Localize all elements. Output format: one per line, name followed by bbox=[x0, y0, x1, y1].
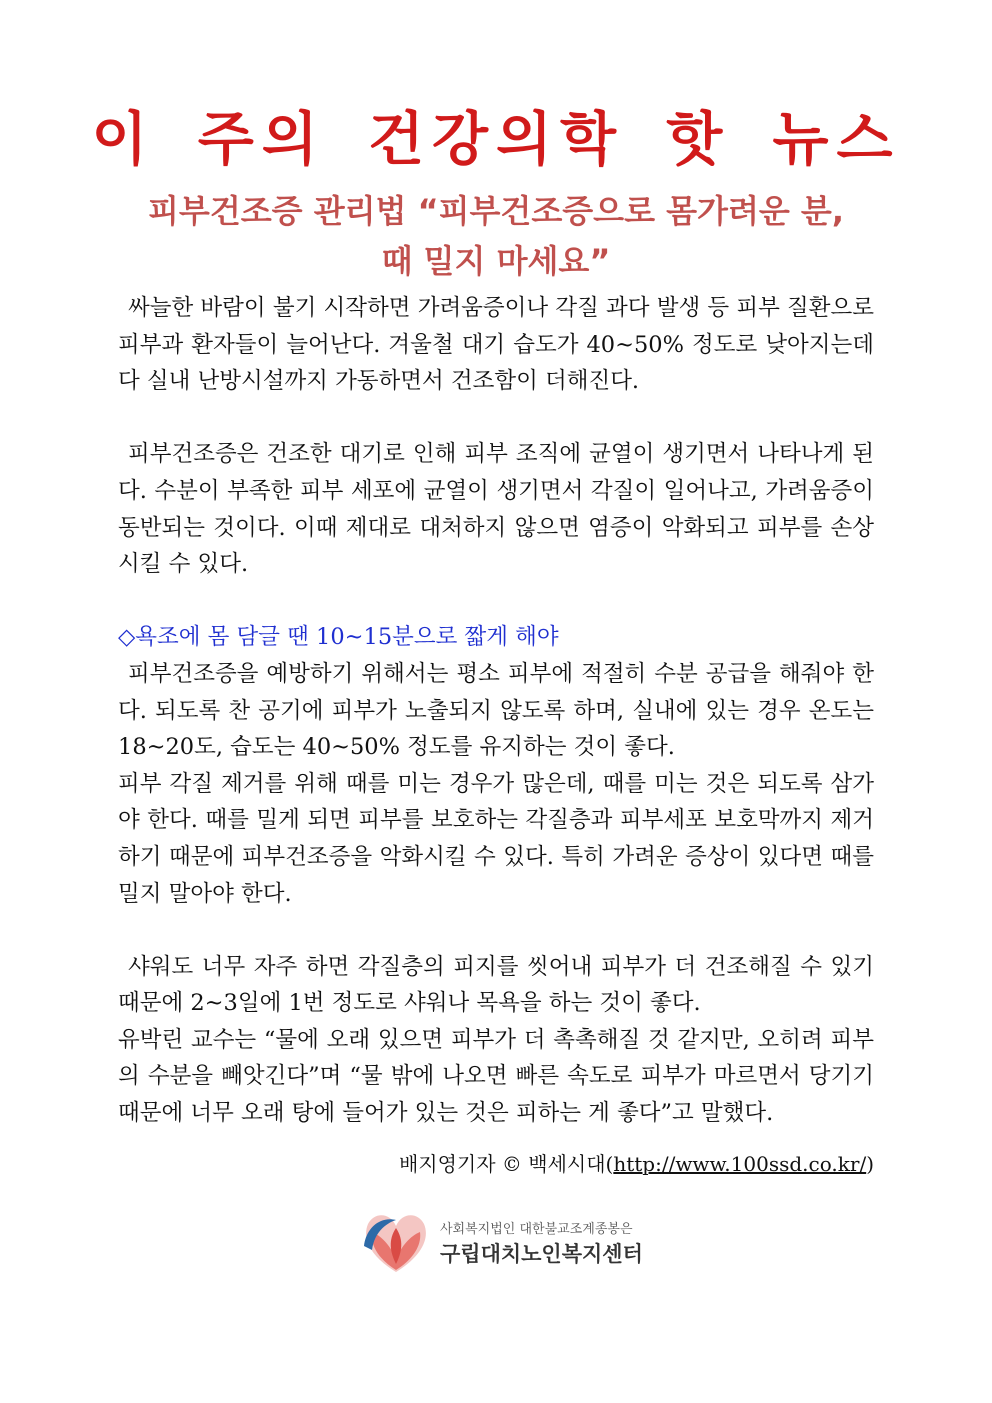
byline-text: 배지영기자 © 백세시대( bbox=[398, 1152, 614, 1176]
byline-close: ) bbox=[866, 1152, 874, 1176]
paragraph-shower: 샤워도 너무 자주 하면 각질층의 피지를 씻어내 피부가 더 건조해질 수 있기 때문에 2~3일에 1번 정도로 샤워나 목욕을 하는 것이 좋다. bbox=[118, 953, 874, 1017]
article-body bbox=[118, 290, 874, 1132]
paragraph-exfoliation: 피부 각질 제거를 위해 때를 미는 경우가 많은데, 때를 미는 것은 되도록 삼가야 한다. 때를 밀게 되면 피부를 보호하는 각질층과 피부세포 보호막까지 제거하기 때문에 피부건조증을 악화시킬 수 있다. 특히 가려운 증상이 있다면 때를 밀지 말아야 한다. bbox=[118, 770, 874, 907]
page-title: 이 주의 건강의학 핫 뉴스 bbox=[91, 105, 901, 173]
section-heading: ◇욕조에 몸 담글 땐 10~15분으로 짧게 해야 bbox=[118, 624, 559, 651]
paragraph-prevention: 피부건조증을 예방하기 위해서는 평소 피부에 적절히 수분 공급을 해줘야 한다. 되도록 찬 공기에 피부가 노출되지 않도록 하며, 실내에 있는 경우 온도는 18~20도, 습도는 40~50% 정도를 유지하는 것이 좋다. bbox=[118, 660, 874, 761]
logo-subtitle: 사회복지법인 대한불교조계종봉은 bbox=[440, 1222, 633, 1237]
paragraph-cause: 피부건조증은 건조한 대기로 인해 피부 조직에 균열이 생기면서 나타나게 된다. 수분이 부족한 피부 세포에 균열이 생기면서 각질이 일어나고, 가려움증이 동반되는 것이다. 이때 제대로 대처하지 않으면 염증이 악화되고 피부를 손상시킬 수 있다. bbox=[118, 441, 874, 578]
source-link[interactable]: http://www.100ssd.co.kr/ bbox=[613, 1152, 867, 1176]
headline-line-1: 피부건조증 관리법 “피부건조증으로 몸가려운 분, bbox=[148, 192, 844, 230]
lotus-heart-icon bbox=[360, 1206, 432, 1276]
article-headline bbox=[0, 186, 992, 286]
byline bbox=[399, 1148, 874, 1177]
logo-name: 구립대치노인복지센터 bbox=[440, 1242, 643, 1266]
center-logo bbox=[360, 1206, 650, 1276]
paragraph-quote: 유박린 교수는 “물에 오래 있으면 피부가 더 촉촉해질 것 같지만, 오히려 피부의 수분을 빼앗긴다”며 “물 밖에 나오면 빠른 속도로 피부가 마르면서 당기기 때문에 너무 오래 탕에 들어가 있는 것은 피하는 게 좋다”고 말했다. bbox=[118, 1026, 874, 1127]
headline-line-2: 때 밀지 마세요” bbox=[381, 242, 611, 280]
paragraph-intro: 싸늘한 바람이 불기 시작하면 가려움증이나 각질 과다 발생 등 피부 질환으로 피부과 환자들이 늘어난다. 겨울철 대기 습도가 40~50% 정도로 낮아지는데다 실내 난방시설까지 가동하면서 건조함이 더해진다. bbox=[118, 295, 874, 395]
